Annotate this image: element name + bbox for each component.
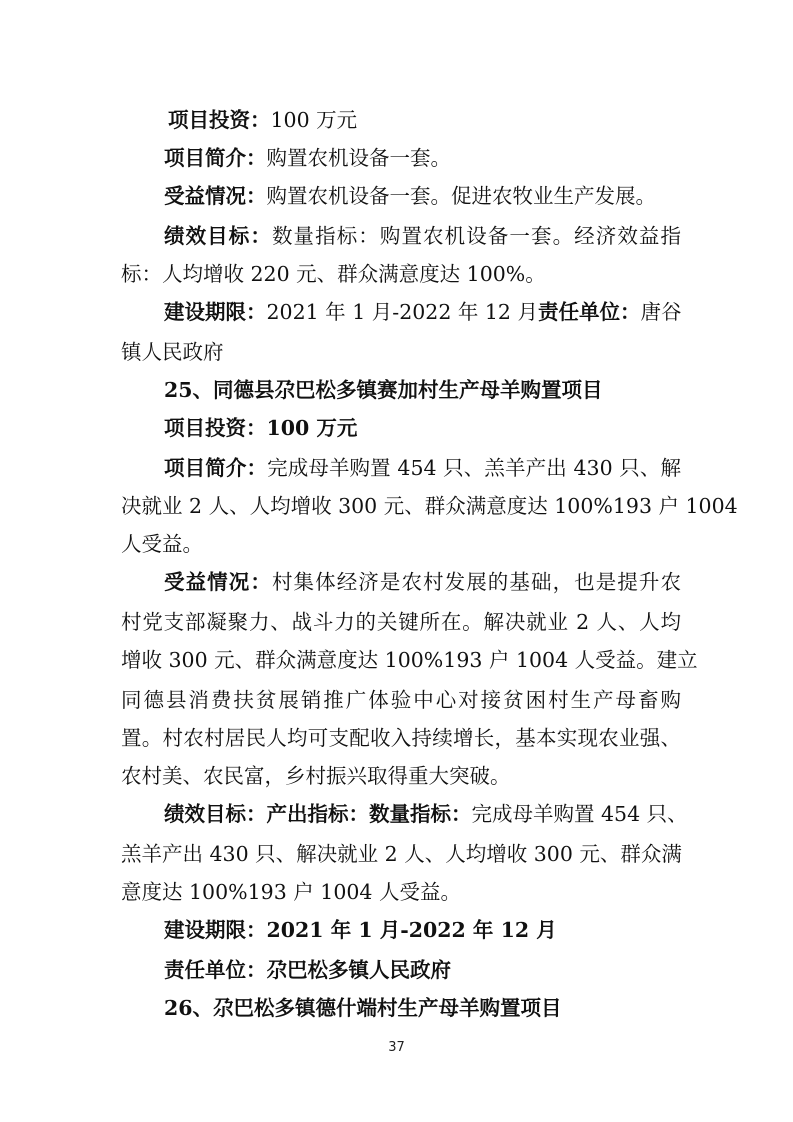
project-summary-line-2: 决就业 2 人、人均增收 300 元、群众满意度达 100%193 户 1004 <box>121 494 738 518</box>
field-value: 完成母羊购置 454 只、 <box>471 802 688 826</box>
project-summary-line-1 <box>164 454 681 482</box>
performance-line-2: 标：人均增收 220 元、群众满意度达 100%。 <box>121 262 546 286</box>
field-value: 尕巴松多镇人民政府 <box>266 958 451 982</box>
benefit-line-1 <box>164 568 681 596</box>
period-line <box>164 916 724 944</box>
field-value: 购置农机设备一套。促进农牧业生产发展。 <box>266 184 656 208</box>
benefit-line-4: 同德县消费扶贫展销推广体验中心对接贫困村生产母畜购 <box>121 688 681 712</box>
field-label: 项目投资： <box>164 416 267 440</box>
project-investment-line <box>168 106 728 134</box>
field-label: 建设期限： <box>164 918 267 942</box>
period-line-2: 镇人民政府 <box>121 340 224 364</box>
period-line-1 <box>164 298 681 326</box>
field-value: 唐谷 <box>640 300 682 324</box>
field-label: 受益情况： <box>164 570 272 594</box>
project-summary-line <box>164 144 724 172</box>
field-label: 绩效目标： <box>164 802 267 826</box>
field-value: 100 万元 <box>270 108 358 132</box>
section-heading-25: 25、同德县尕巴松多镇赛加村生产母羊购置项目 <box>164 378 603 402</box>
field-label: 产出指标： <box>266 802 369 826</box>
project-summary-line-3: 人受益。 <box>121 532 203 556</box>
performance-line-1 <box>164 800 688 828</box>
field-label: 数量指标： <box>369 802 472 826</box>
field-value: 村集体经济是农村发展的基础，也是提升农 <box>271 570 682 594</box>
benefit-line-5: 置。村农村居民人均可支配收入持续增长，基本实现农业强、 <box>121 726 681 750</box>
field-label: 项目简介： <box>164 456 268 480</box>
benefit-line-3: 增收 300 元、群众满意度达 100%193 户 1004 人受益。建立 <box>121 648 698 672</box>
field-label: 项目投资： <box>168 108 271 132</box>
field-value: 100 万元 <box>266 416 358 440</box>
field-value: 2021 年 1 月-2022 年 12 月 <box>266 300 538 324</box>
field-label: 受益情况： <box>164 184 267 208</box>
benefit-line <box>164 182 724 210</box>
field-value: 购置农机设备一套。 <box>266 146 451 170</box>
field-label: 建设期限： <box>164 300 267 324</box>
field-label: 项目简介： <box>164 146 267 170</box>
performance-line-1 <box>164 222 681 250</box>
field-value: 完成母羊购置 454 只、羔羊产出 430 只、解 <box>267 456 682 480</box>
field-label: 责任单位： <box>538 300 641 324</box>
performance-line-3: 意度达 100%193 户 1004 人受益。 <box>121 880 461 904</box>
page-number: 37 <box>388 1040 405 1055</box>
benefit-line-2: 村党支部凝聚力、战斗力的关键所在。解决就业 2 人、人均 <box>121 610 681 634</box>
field-label: 责任单位： <box>164 958 267 982</box>
field-value: 2021 年 1 月-2022 年 12 月 <box>266 918 557 942</box>
field-value: 数量指标：购置农机设备一套。经济效益指 <box>271 224 682 248</box>
section-heading-26: 26、尕巴松多镇德什端村生产母羊购置项目 <box>164 996 562 1020</box>
benefit-line-6: 农村美、农民富，乡村振兴取得重大突破。 <box>121 764 511 788</box>
responsible-unit-line <box>164 956 724 984</box>
project-investment-line <box>164 414 724 442</box>
field-label: 绩效目标： <box>164 224 272 248</box>
performance-line-2: 羔羊产出 430 只、解决就业 2 人、人均增收 300 元、群众满 <box>121 842 682 866</box>
